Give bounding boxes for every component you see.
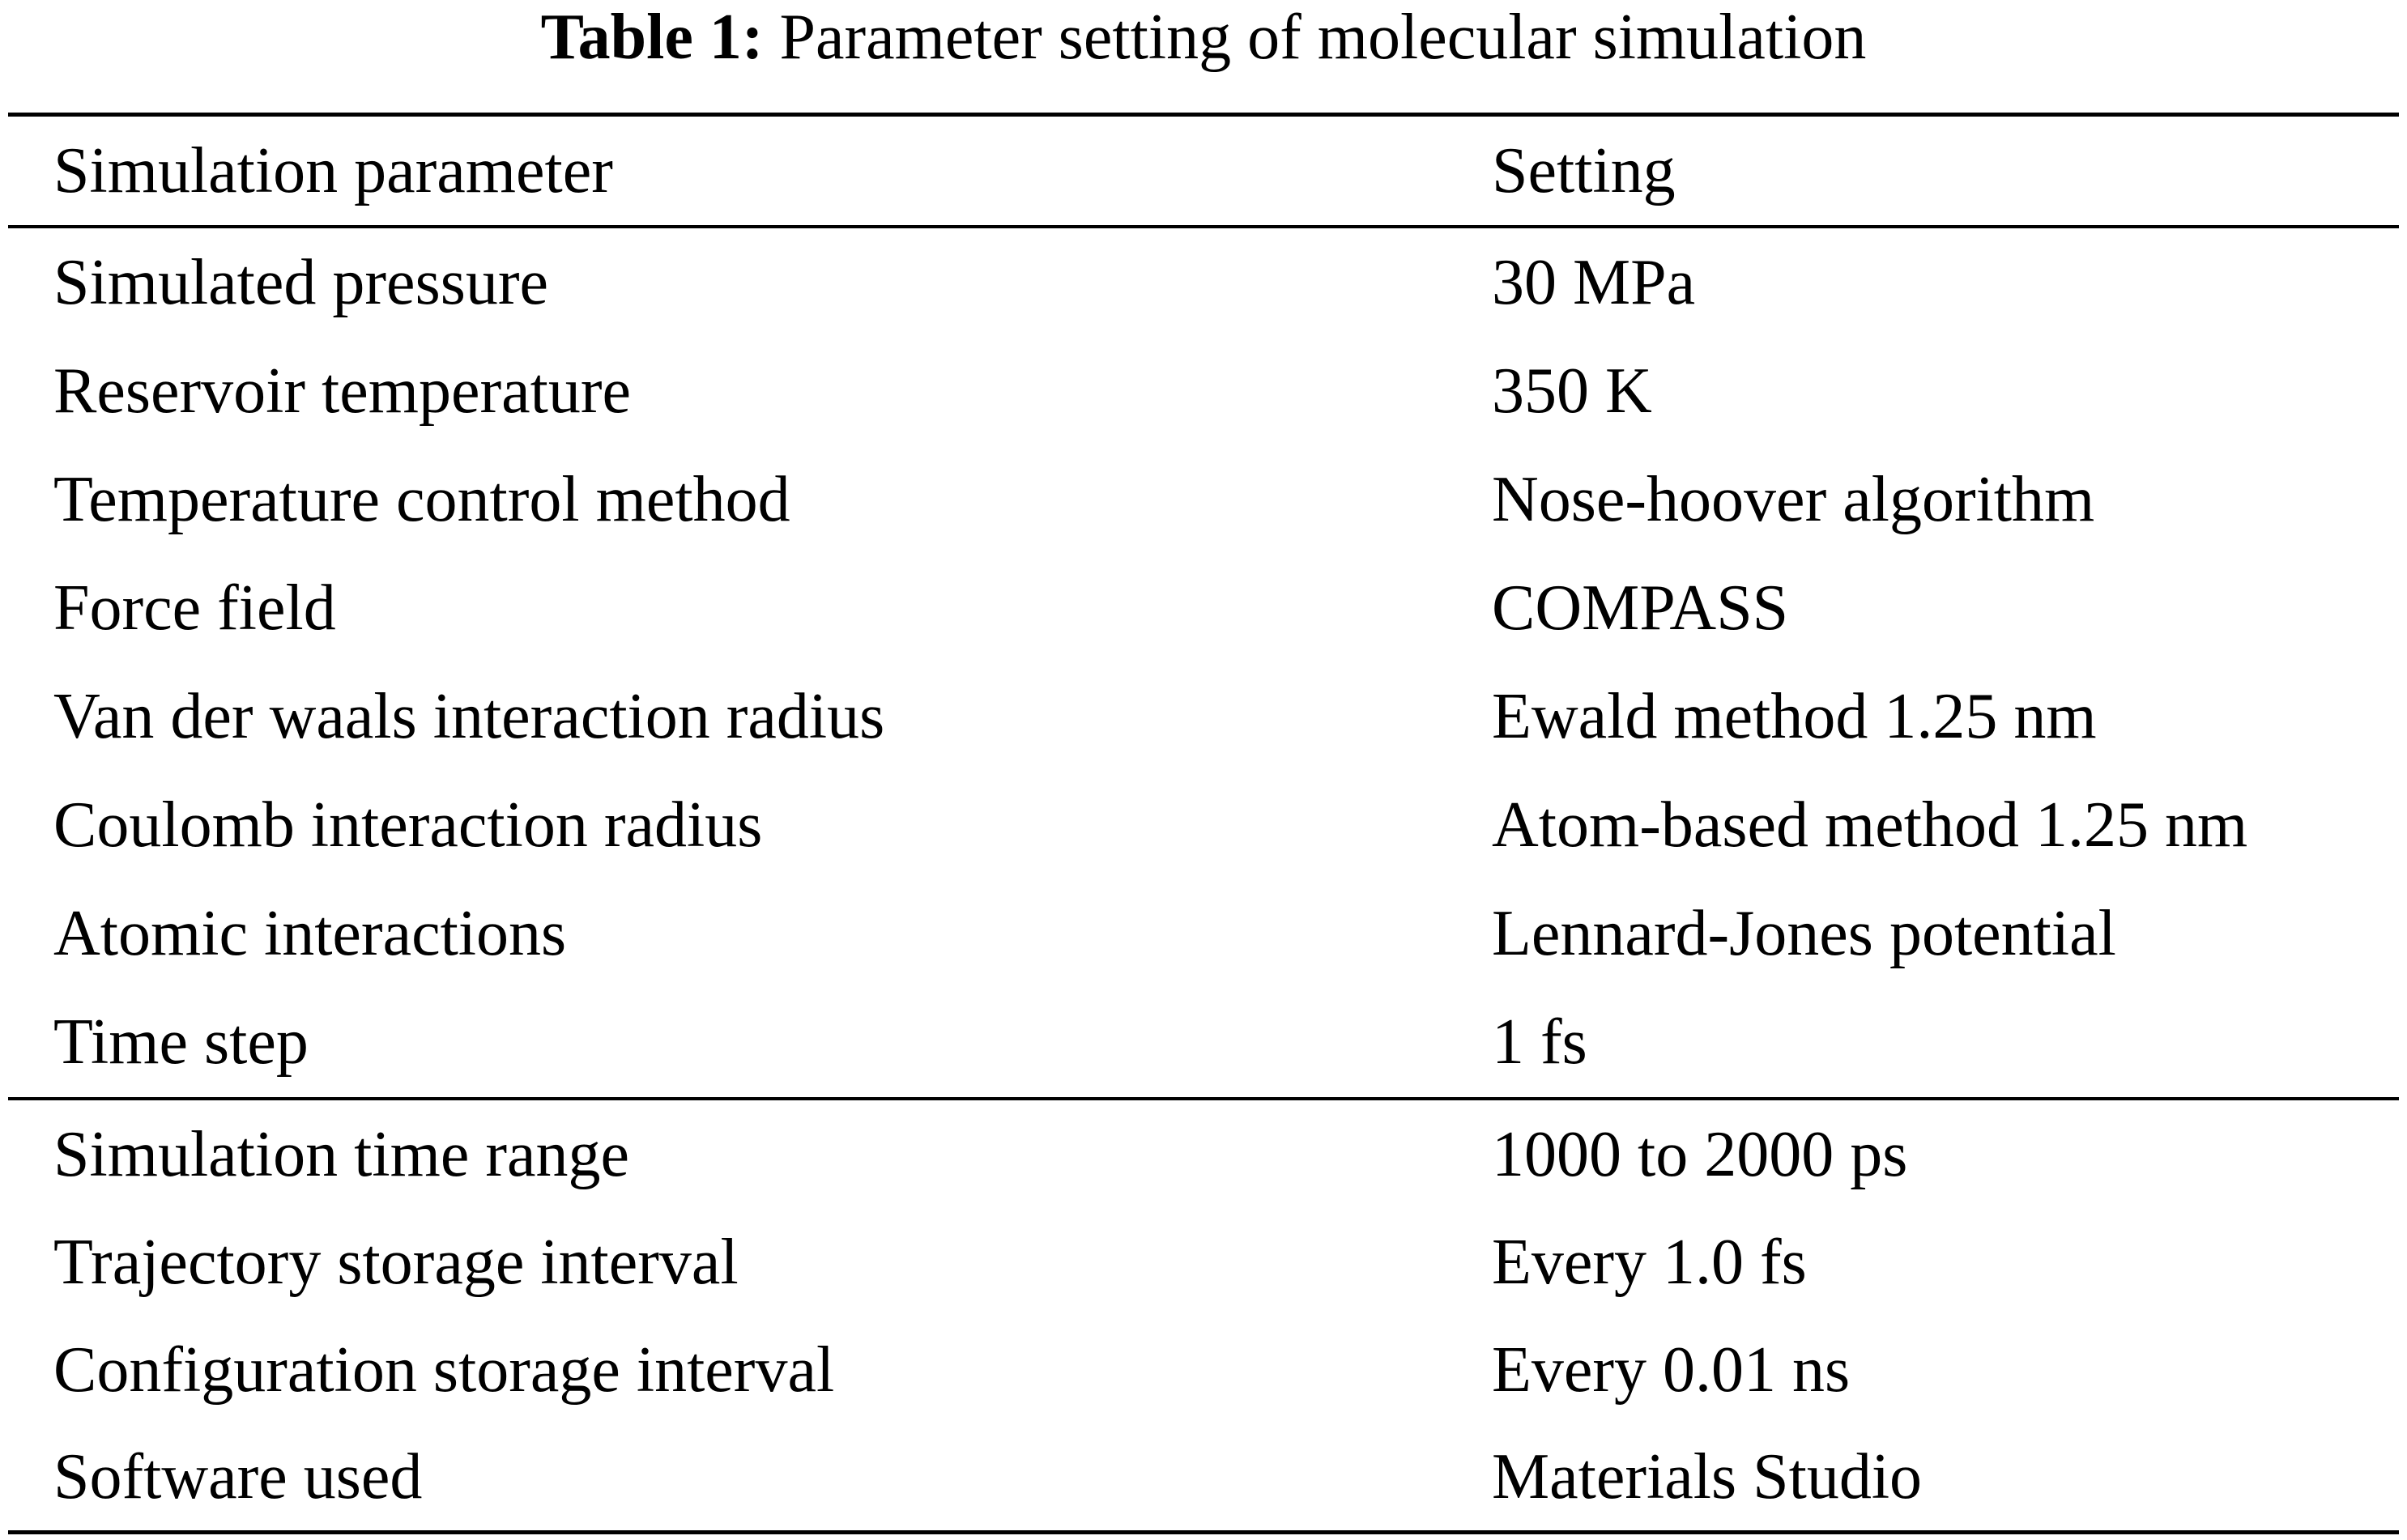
table-row xyxy=(0,445,2407,554)
row-setting: Nose-hoover algorithm xyxy=(1492,464,2095,535)
row-parameter: Van der waals interaction radius xyxy=(53,681,885,752)
table-row xyxy=(0,228,2407,337)
row-parameter: Simulated pressure xyxy=(53,247,548,318)
table-row xyxy=(0,662,2407,771)
row-setting: 30 MPa xyxy=(1492,247,1696,318)
row-setting: Every 1.0 fs xyxy=(1492,1227,1807,1298)
row-parameter: Force field xyxy=(53,572,336,644)
table-bottom-rule xyxy=(8,1530,2399,1534)
table-row xyxy=(0,337,2407,445)
row-parameter: Trajectory storage interval xyxy=(53,1227,739,1298)
row-parameter: Time step xyxy=(53,1006,309,1078)
row-setting: 350 K xyxy=(1492,355,1652,427)
row-setting: 1 fs xyxy=(1492,1006,1587,1078)
table-row xyxy=(0,771,2407,879)
table-row xyxy=(0,554,2407,662)
row-parameter: Software used xyxy=(53,1441,423,1512)
row-parameter: Reservoir temperature xyxy=(53,355,632,427)
table-row xyxy=(0,879,2407,988)
row-setting: Atom-based method 1.25 nm xyxy=(1492,789,2248,861)
table-row xyxy=(0,988,2407,1096)
table-caption-title: Parameter setting of molecular simulation xyxy=(779,2,1867,73)
row-setting: COMPASS xyxy=(1492,572,1789,644)
row-parameter: Simulation time range xyxy=(53,1119,629,1190)
row-setting: Ewald method 1.25 nm xyxy=(1492,681,2097,752)
table-caption xyxy=(0,0,2407,81)
row-setting: Materials Studio xyxy=(1492,1441,1923,1512)
table-row xyxy=(0,1316,2407,1424)
table-caption-label: Table 1: xyxy=(540,2,764,73)
row-setting: 1000 to 2000 ps xyxy=(1492,1119,1908,1190)
table-row xyxy=(0,1100,2407,1209)
row-parameter: Configuration storage interval xyxy=(53,1334,835,1406)
row-parameter: Temperature control method xyxy=(53,464,790,535)
table-header-row xyxy=(0,117,2407,225)
row-parameter: Atomic interactions xyxy=(53,898,567,969)
table-row xyxy=(0,1423,2407,1531)
row-setting: Lennard-Jones potential xyxy=(1492,898,2116,969)
table-row xyxy=(0,1208,2407,1317)
row-setting: Every 0.01 ns xyxy=(1492,1334,1851,1406)
header-simulation-parameter: Simulation parameter xyxy=(53,135,613,206)
row-parameter: Coulomb interaction radius xyxy=(53,789,763,861)
header-setting: Setting xyxy=(1492,135,1676,206)
